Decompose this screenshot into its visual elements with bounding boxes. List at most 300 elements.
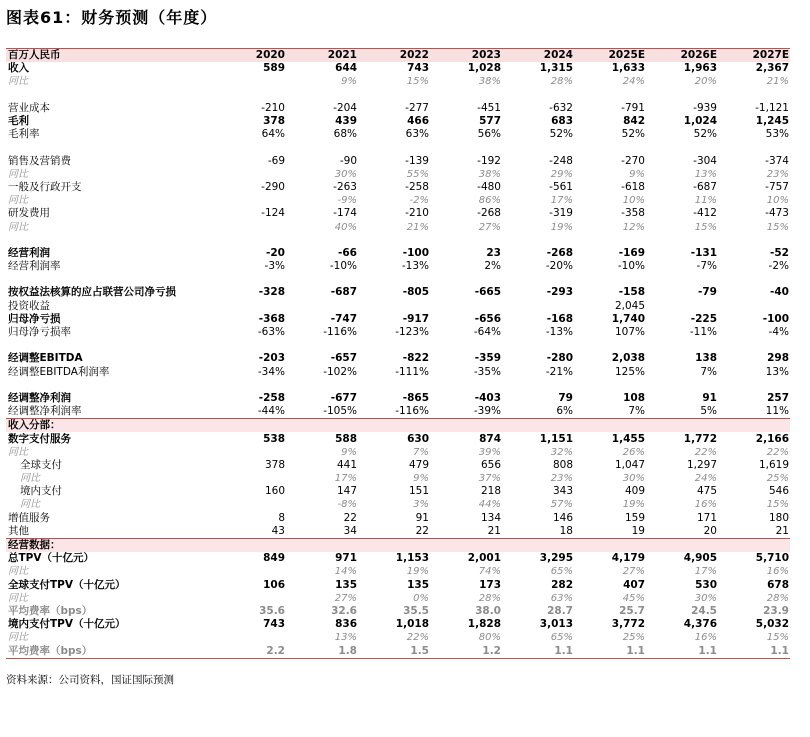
row-value: 1.1 bbox=[718, 644, 790, 658]
row-value bbox=[502, 234, 574, 247]
row-value: 9% bbox=[629, 168, 645, 180]
row-value bbox=[718, 234, 790, 247]
row-value: 37% bbox=[478, 473, 501, 485]
row-value: -168 bbox=[546, 312, 573, 325]
row-value: 64% bbox=[261, 128, 285, 141]
row-value: 8 bbox=[278, 511, 285, 524]
row-value: 23 bbox=[486, 246, 501, 259]
header-year: 2023 bbox=[430, 49, 502, 63]
row-label: 同比 bbox=[8, 592, 28, 604]
row-value: -39% bbox=[473, 405, 501, 418]
row-value: 4,179 bbox=[611, 552, 645, 565]
row-value bbox=[214, 565, 286, 578]
row-value bbox=[358, 379, 430, 392]
row-value: -10% bbox=[329, 260, 357, 273]
row-value bbox=[502, 538, 574, 552]
row-value: -44% bbox=[257, 405, 285, 418]
row-value: 2,001 bbox=[467, 552, 501, 565]
row-value: -124 bbox=[261, 207, 285, 220]
row-label: 其他 bbox=[8, 524, 29, 537]
row-value bbox=[574, 379, 646, 392]
table-row bbox=[6, 565, 790, 578]
row-value: 343 bbox=[552, 485, 573, 498]
row-value: 65% bbox=[550, 566, 573, 578]
row-value: 298 bbox=[767, 352, 789, 365]
row-value: 0% bbox=[413, 592, 429, 604]
table-row bbox=[6, 313, 790, 326]
row-value: 147 bbox=[336, 485, 357, 498]
row-label: 同比 bbox=[8, 446, 28, 458]
row-value: 63% bbox=[550, 592, 573, 604]
row-value bbox=[358, 141, 430, 154]
row-value: 15% bbox=[766, 221, 789, 233]
row-value bbox=[214, 168, 286, 181]
row-value: 22 bbox=[343, 511, 357, 524]
row-value: 2.2 bbox=[214, 644, 286, 658]
row-label: 同比 bbox=[20, 473, 40, 485]
row-value: 9% bbox=[341, 446, 357, 458]
row-value bbox=[430, 300, 502, 313]
table-row bbox=[6, 592, 790, 605]
row-label: 同比 bbox=[8, 76, 28, 88]
row-label: 数字支付服务 bbox=[8, 432, 71, 445]
row-value: -865 bbox=[402, 391, 429, 404]
row-value: -359 bbox=[474, 352, 501, 365]
row-value bbox=[286, 273, 358, 286]
row-label: 归母净亏损 bbox=[8, 312, 61, 325]
row-value: 21% bbox=[766, 76, 789, 88]
row-value: -9% bbox=[337, 195, 357, 207]
row-value: 38.0 bbox=[475, 604, 501, 617]
row-value: 7% bbox=[413, 446, 429, 458]
section-header-row bbox=[6, 538, 790, 552]
row-value bbox=[430, 89, 502, 102]
row-value: 378 bbox=[263, 115, 285, 128]
table-row bbox=[6, 286, 790, 299]
row-value: 378 bbox=[264, 458, 285, 471]
row-label: 归母净亏损率 bbox=[8, 326, 71, 339]
row-value bbox=[430, 419, 502, 433]
row-value bbox=[430, 234, 502, 247]
row-label: 同比 bbox=[8, 566, 28, 578]
row-value bbox=[646, 89, 718, 102]
row-value bbox=[574, 419, 646, 433]
source-note: 资料来源：公司资料，国证国际预测 bbox=[6, 674, 174, 686]
table-row bbox=[6, 446, 790, 459]
row-value: -677 bbox=[330, 391, 357, 404]
row-value bbox=[214, 592, 286, 605]
row-value: 1.1 bbox=[646, 644, 718, 658]
row-value: -7% bbox=[696, 260, 717, 273]
row-value bbox=[214, 234, 286, 247]
row-value: 808 bbox=[552, 458, 573, 471]
row-label: 经调整净利润 bbox=[8, 391, 71, 404]
row-value: -34% bbox=[257, 365, 285, 378]
row-value: 1,619 bbox=[758, 458, 789, 471]
table-row bbox=[6, 552, 790, 565]
table-row bbox=[6, 234, 790, 247]
row-value: -116% bbox=[395, 405, 429, 418]
row-value: -111% bbox=[395, 365, 429, 378]
row-value: 180 bbox=[768, 511, 789, 524]
table-row bbox=[6, 247, 790, 260]
row-value: -100 bbox=[402, 246, 429, 259]
table-row bbox=[6, 168, 790, 181]
row-value: 9% bbox=[341, 76, 357, 88]
row-label: 收入分部： bbox=[6, 419, 214, 433]
row-value: 1,028 bbox=[467, 62, 501, 75]
row-value: -258 bbox=[405, 180, 429, 193]
row-value: 2,367 bbox=[755, 62, 789, 75]
row-value: 86% bbox=[478, 195, 501, 207]
row-value bbox=[286, 379, 358, 392]
row-label: 一般及行政开支 bbox=[8, 180, 82, 193]
row-label: 毛利率 bbox=[8, 128, 40, 141]
row-label: 收入 bbox=[8, 62, 29, 75]
row-value: -116% bbox=[323, 326, 357, 339]
row-value: -2% bbox=[409, 195, 429, 207]
row-value: 479 bbox=[408, 458, 429, 471]
row-value: 108 bbox=[623, 391, 645, 404]
row-value: 13% bbox=[334, 632, 357, 644]
row-value bbox=[574, 89, 646, 102]
row-value: 1.1 bbox=[574, 644, 646, 658]
row-value: 135 bbox=[407, 578, 429, 591]
row-value: 20% bbox=[694, 76, 717, 88]
row-value bbox=[646, 379, 718, 392]
row-value: 2,038 bbox=[611, 352, 645, 365]
row-value: 546 bbox=[768, 485, 789, 498]
row-value: -480 bbox=[477, 180, 501, 193]
row-label: 毛利 bbox=[8, 115, 29, 128]
row-value: 874 bbox=[479, 432, 501, 445]
row-value: 22% bbox=[766, 446, 789, 458]
row-value: -632 bbox=[549, 101, 573, 114]
row-value: 125% bbox=[614, 365, 645, 378]
row-value: -277 bbox=[405, 101, 429, 114]
row-value: -451 bbox=[477, 101, 501, 114]
row-value: 5,032 bbox=[755, 618, 789, 631]
row-value: -687 bbox=[693, 180, 717, 193]
row-value: 439 bbox=[335, 115, 357, 128]
row-value: 3% bbox=[413, 499, 429, 511]
row-value: 11% bbox=[694, 195, 717, 207]
row-value: -791 bbox=[621, 101, 645, 114]
row-value: 28% bbox=[766, 592, 789, 604]
table-row bbox=[6, 194, 790, 207]
row-value bbox=[430, 379, 502, 392]
row-label: 经营数据： bbox=[6, 538, 214, 552]
row-value: 15% bbox=[406, 76, 429, 88]
row-value: -20% bbox=[545, 260, 573, 273]
row-value: 20 bbox=[703, 524, 717, 537]
row-value: 16% bbox=[694, 499, 717, 511]
row-value: 22% bbox=[694, 446, 717, 458]
row-value: 13% bbox=[765, 365, 789, 378]
row-value: 12% bbox=[622, 221, 645, 233]
row-value: -561 bbox=[549, 180, 573, 193]
table-row bbox=[6, 366, 790, 379]
row-value: 743 bbox=[407, 62, 429, 75]
table-row bbox=[6, 405, 790, 419]
table-row bbox=[6, 141, 790, 154]
row-label bbox=[6, 339, 214, 352]
row-value: 32.6 bbox=[331, 604, 357, 617]
row-label: 增值服务 bbox=[8, 511, 50, 524]
row-value: 30% bbox=[694, 592, 717, 604]
row-value: 4,905 bbox=[683, 552, 717, 565]
row-value: 44% bbox=[478, 499, 501, 511]
row-value: -412 bbox=[693, 207, 717, 220]
row-label: 境内支付TPV（十亿元） bbox=[8, 618, 126, 631]
row-value bbox=[214, 379, 286, 392]
row-value: -64% bbox=[473, 326, 501, 339]
row-value: 6% bbox=[556, 405, 573, 418]
row-value bbox=[430, 339, 502, 352]
row-label: 投资收益 bbox=[8, 299, 50, 312]
row-value: 35.6 bbox=[259, 604, 285, 617]
row-label: 经营利润 bbox=[8, 246, 50, 259]
table-row bbox=[6, 115, 790, 128]
row-value: 475 bbox=[696, 485, 717, 498]
table-row bbox=[6, 512, 790, 525]
row-value: 32% bbox=[550, 446, 573, 458]
row-value: 15% bbox=[694, 221, 717, 233]
row-value: 138 bbox=[695, 352, 717, 365]
row-value: -2% bbox=[768, 260, 789, 273]
row-value bbox=[718, 538, 790, 552]
row-value: -204 bbox=[333, 101, 357, 114]
figure-title: 图表61：财务预测（年度） bbox=[6, 8, 218, 27]
row-value bbox=[646, 273, 718, 286]
row-value: 5,710 bbox=[755, 552, 789, 565]
table-row bbox=[6, 644, 790, 658]
header-unit-label: 百万人民币 bbox=[6, 49, 214, 63]
row-label: 同比 bbox=[8, 632, 28, 644]
row-value: 40% bbox=[334, 221, 357, 233]
row-value: -4% bbox=[768, 326, 789, 339]
row-value: -13% bbox=[545, 326, 573, 339]
table-row bbox=[6, 432, 790, 445]
row-value: 971 bbox=[335, 552, 357, 565]
row-value: 282 bbox=[551, 578, 573, 591]
row-value: 407 bbox=[623, 578, 645, 591]
row-value: 24% bbox=[622, 76, 645, 88]
row-value: 19% bbox=[622, 499, 645, 511]
row-value: 23% bbox=[766, 168, 789, 180]
row-value: 19 bbox=[631, 524, 645, 537]
row-value: -8% bbox=[337, 499, 357, 511]
table-row bbox=[6, 102, 790, 115]
row-label bbox=[6, 234, 214, 247]
row-value: -139 bbox=[405, 154, 429, 167]
table-row bbox=[6, 485, 790, 498]
row-value: 25% bbox=[766, 473, 789, 485]
row-value bbox=[646, 419, 718, 433]
row-value: 65% bbox=[550, 632, 573, 644]
row-value: -805 bbox=[402, 286, 429, 299]
row-value: -280 bbox=[546, 352, 573, 365]
row-value: -11% bbox=[689, 326, 717, 339]
row-value: 409 bbox=[624, 485, 645, 498]
row-value: 2,045 bbox=[614, 299, 645, 312]
row-value: 28.7 bbox=[547, 604, 573, 617]
row-value: 538 bbox=[263, 432, 285, 445]
row-value bbox=[718, 141, 790, 154]
row-value: -822 bbox=[402, 352, 429, 365]
table-row bbox=[6, 128, 790, 141]
row-value: 52% bbox=[693, 128, 717, 141]
row-value: 441 bbox=[336, 458, 357, 471]
row-label: 经调整EBITDA bbox=[8, 352, 83, 365]
row-value bbox=[214, 419, 286, 433]
row-value: 19% bbox=[406, 566, 429, 578]
row-value: 39% bbox=[478, 446, 501, 458]
row-value: 55% bbox=[406, 168, 429, 180]
row-value: 35.5 bbox=[403, 604, 429, 617]
row-label: 同比 bbox=[20, 499, 40, 511]
row-label bbox=[6, 89, 214, 102]
row-value: 11% bbox=[765, 405, 789, 418]
row-value: -657 bbox=[330, 352, 357, 365]
row-label: 营业成本 bbox=[8, 101, 50, 114]
row-value: -169 bbox=[618, 246, 645, 259]
row-value bbox=[214, 538, 286, 552]
row-label: 境内支付 bbox=[20, 485, 62, 498]
row-value: 34 bbox=[343, 524, 357, 537]
row-value: -618 bbox=[621, 180, 645, 193]
row-value: 160 bbox=[264, 485, 285, 498]
row-label: 总TPV（十亿元） bbox=[8, 552, 94, 565]
row-value: 3,295 bbox=[539, 552, 573, 565]
row-value: 1,151 bbox=[539, 432, 573, 445]
row-value bbox=[430, 141, 502, 154]
row-value: 2% bbox=[484, 260, 501, 273]
row-value bbox=[574, 234, 646, 247]
table-row bbox=[6, 62, 790, 75]
table-header-row bbox=[6, 49, 790, 63]
row-value: -248 bbox=[549, 154, 573, 167]
row-value: -210 bbox=[261, 101, 285, 114]
row-value bbox=[646, 234, 718, 247]
row-value: -917 bbox=[402, 312, 429, 325]
row-value: 644 bbox=[335, 62, 357, 75]
row-value bbox=[214, 89, 286, 102]
row-value: -123% bbox=[395, 326, 429, 339]
row-value: 107% bbox=[614, 326, 645, 339]
row-value bbox=[286, 300, 358, 313]
row-value: 56% bbox=[477, 128, 501, 141]
row-value bbox=[358, 89, 430, 102]
row-value bbox=[502, 141, 574, 154]
row-value: 79 bbox=[558, 391, 573, 404]
row-value: 683 bbox=[551, 115, 573, 128]
row-value: 38% bbox=[478, 76, 501, 88]
row-value bbox=[430, 273, 502, 286]
row-value: -687 bbox=[330, 286, 357, 299]
row-value: 19% bbox=[550, 221, 573, 233]
table-row bbox=[6, 339, 790, 352]
table-row bbox=[6, 498, 790, 511]
row-value: 146 bbox=[552, 511, 573, 524]
row-value bbox=[502, 419, 574, 433]
row-label: 同比 bbox=[8, 221, 28, 233]
row-value bbox=[286, 141, 358, 154]
row-value: 173 bbox=[479, 578, 501, 591]
header-year: 2025E bbox=[574, 49, 646, 63]
table-row bbox=[6, 75, 790, 88]
table-row bbox=[6, 352, 790, 365]
row-value: 151 bbox=[408, 485, 429, 498]
row-value: 577 bbox=[479, 115, 501, 128]
row-value: 159 bbox=[624, 511, 645, 524]
row-value bbox=[358, 538, 430, 552]
row-label: 全球支付 bbox=[20, 458, 62, 471]
row-value: -374 bbox=[765, 154, 789, 167]
row-value: -225 bbox=[690, 312, 717, 325]
header-year: 2022 bbox=[358, 49, 430, 63]
row-value: -102% bbox=[323, 365, 357, 378]
row-value bbox=[214, 631, 286, 644]
row-value: 1,153 bbox=[395, 552, 429, 565]
row-value bbox=[718, 89, 790, 102]
row-value bbox=[574, 141, 646, 154]
row-value: -40 bbox=[770, 286, 789, 299]
row-value: -368 bbox=[258, 312, 285, 325]
row-value: -757 bbox=[765, 180, 789, 193]
row-value: 17% bbox=[694, 566, 717, 578]
row-value: 25% bbox=[622, 632, 645, 644]
row-value bbox=[214, 498, 286, 511]
row-value: 13% bbox=[694, 168, 717, 180]
table-row bbox=[6, 392, 790, 405]
row-label bbox=[6, 379, 214, 392]
row-label: 全球支付TPV（十亿元） bbox=[8, 578, 126, 591]
row-value bbox=[286, 419, 358, 433]
row-value: 53% bbox=[765, 128, 789, 141]
row-value: 23% bbox=[550, 473, 573, 485]
row-value: 16% bbox=[766, 566, 789, 578]
row-value: 5% bbox=[700, 405, 717, 418]
row-value: 1,963 bbox=[683, 62, 717, 75]
row-value bbox=[502, 339, 574, 352]
row-value: 1,455 bbox=[611, 432, 645, 445]
table-row bbox=[6, 525, 790, 539]
row-value: 1,633 bbox=[611, 62, 645, 75]
row-value: 678 bbox=[767, 578, 789, 591]
header-year: 2027E bbox=[718, 49, 790, 63]
row-label: 经调整净利润率 bbox=[8, 405, 82, 418]
row-value: -63% bbox=[257, 326, 285, 339]
row-value bbox=[502, 379, 574, 392]
row-value: 68% bbox=[333, 128, 357, 141]
row-value: 1.2 bbox=[430, 644, 502, 658]
row-label bbox=[6, 273, 214, 286]
row-value: 30% bbox=[334, 168, 357, 180]
row-value: 29% bbox=[550, 168, 573, 180]
header-year: 2021 bbox=[286, 49, 358, 63]
row-value bbox=[430, 538, 502, 552]
row-value: 589 bbox=[263, 62, 285, 75]
row-label bbox=[6, 141, 214, 154]
row-value: 57% bbox=[550, 499, 573, 511]
row-value: -263 bbox=[333, 180, 357, 193]
row-value: 1,740 bbox=[611, 312, 645, 325]
row-label: 平均费率（bps） bbox=[8, 604, 93, 617]
header-year: 2020 bbox=[214, 49, 286, 63]
row-value: 38% bbox=[478, 168, 501, 180]
row-value: 466 bbox=[407, 115, 429, 128]
